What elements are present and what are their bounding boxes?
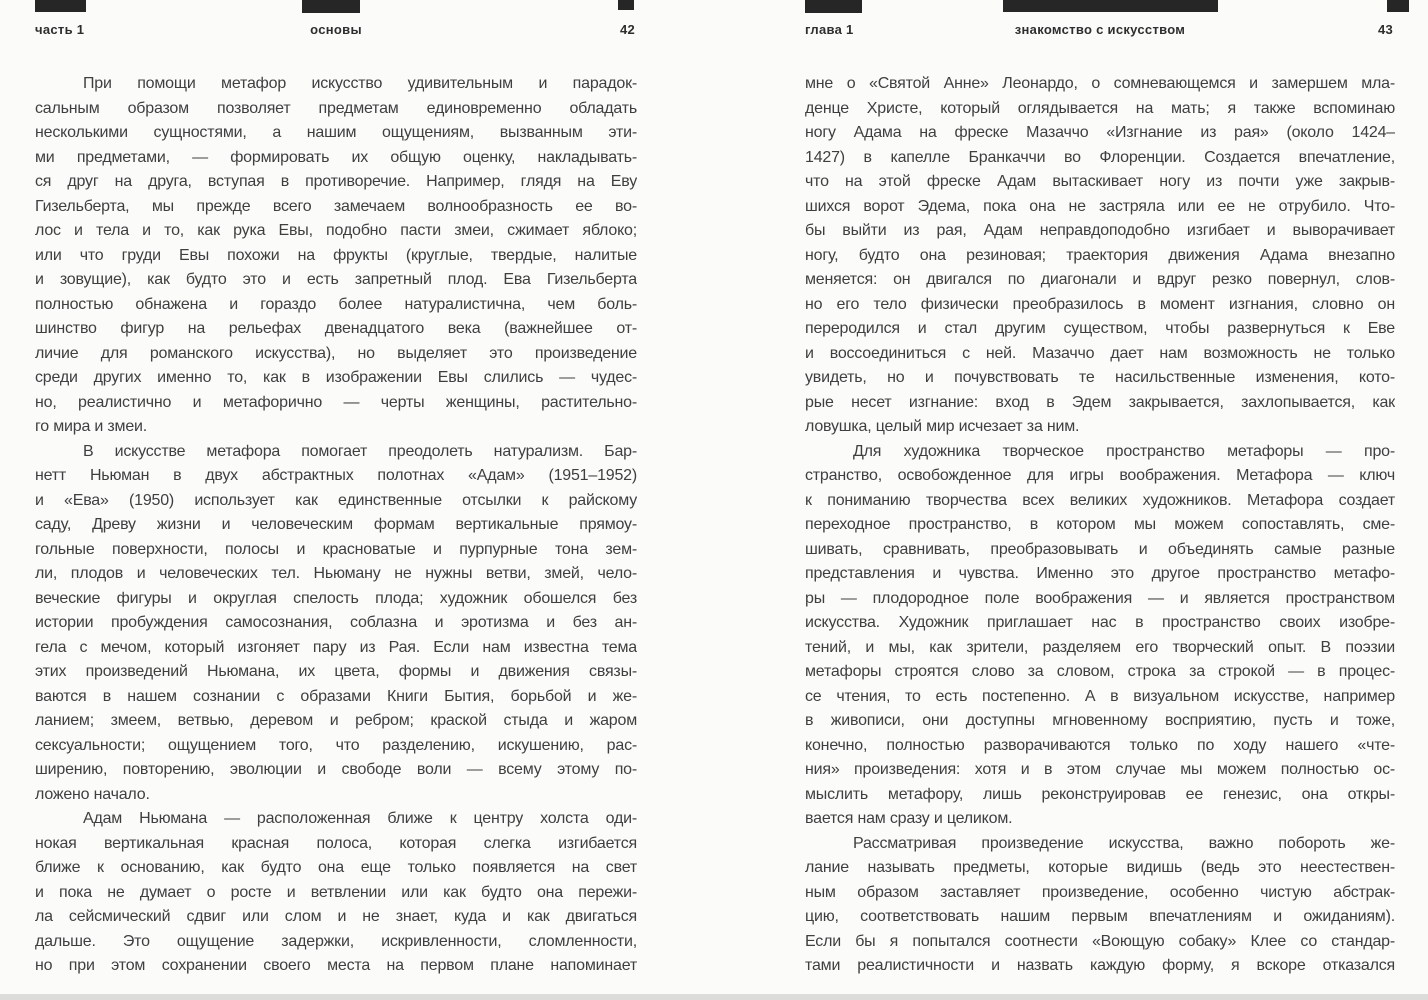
text-line: тений, и мы, как зрители, разделяем его творческий опыт. В поэзии — [805, 638, 1395, 656]
text-line: полностью обнажена и гораздо более натуралистична, чем боль- — [35, 295, 637, 313]
text-line: лос и тела и то, как рука Евы, подобно пасти змеи, сжимает яблоко; — [35, 222, 637, 239]
text-line: Гизельберта, мы прежде всего замечаем волнообразность ее во- — [35, 197, 637, 215]
text-line: ным образом заставляет произведение, особенно чистую абстрак- — [805, 883, 1395, 901]
text-line: ли, плодов и человеческих тел. Ньюману не нужны ветви, змей, чело- — [35, 565, 637, 582]
bleed-mark — [805, 0, 862, 13]
text-line: ся друг на друга, вступая в противоречие. Например, глядя на Еву — [35, 173, 637, 190]
section-label: часть 1 — [35, 22, 85, 37]
text-line: но его тело физически преобразилось в момент изгнания, словно он — [805, 295, 1395, 313]
right-page — [805, 0, 1395, 1000]
right-running-head — [805, 22, 1395, 38]
text-line: переходное пространство, в котором мы можем сопоставлять, сме- — [805, 516, 1395, 533]
left-page — [35, 0, 637, 1000]
text-line: но при этом сохранении своего места на первом плане напоминает — [35, 957, 637, 974]
page-number: 43 — [1377, 22, 1393, 37]
bleed-mark — [35, 0, 86, 12]
text-line: ногу Адама на фреске Мазаччо «Изгнание из рая» (около 1424– — [805, 124, 1395, 141]
text-line: нетт Ньюман в двух абстрактных полотнах «Адам» (1951–1952) — [35, 467, 637, 484]
text-line: ла сейсмический сдвиг или слом и не знает, куда и как двигаться — [35, 908, 637, 925]
section-label: глава 1 — [805, 22, 854, 37]
text-line: шихся ворот Эдема, пока она не застряла или ее не отрубило. Что- — [805, 197, 1395, 215]
text-line: увидеть, но и почувствовать те насильственные изменения, кото- — [805, 369, 1395, 386]
text-line: ры — плодородное поле воображения — и является пространством — [805, 589, 1395, 607]
text-line: сальным образом позволяет предметам единовременно обладать — [35, 99, 637, 117]
text-line: ногу, будто она резиновая; траектория движения Адама внезапно — [805, 246, 1395, 264]
paragraph — [805, 440, 1395, 832]
bleed-mark — [618, 0, 634, 10]
text-line: ловушка, целый мир исчезает за ним. — [805, 418, 1080, 435]
text-line: гольные поверхности, полосы и красноватые и пурпурные тона зем- — [35, 540, 637, 558]
text-line: истории пробуждения самосознания, соблазна и эротизма и без ан- — [35, 614, 637, 631]
text-line: цию, соответствовать нашим первым впечатлениям и ожиданиям). — [805, 908, 1395, 925]
text-line: ширению, повторению, эволюции и свободе воли — всему этому по- — [35, 761, 637, 778]
text-line: саду, Древу жизни и человеческим формам вертикальные прямоу- — [35, 516, 637, 533]
text-line: несколькими сущностями, а нашим ощущениям, вызванным эти- — [35, 124, 637, 141]
text-line: в живописи, они доступны мгновенному восприятию, пусть и тоже, — [805, 712, 1395, 729]
text-line: вается нам сразу и целиком. — [805, 810, 1013, 827]
text-line: ми предметами, — формировать их общую оценку, накладывать- — [35, 148, 637, 166]
text-line: метафоры строятся слово за словом, строка за строкой — в процес- — [805, 663, 1395, 680]
paragraph — [35, 440, 637, 808]
text-line: шивать, сравнивать, преобразовывать и объединять самые разные — [805, 540, 1395, 558]
text-line: ланием; змеем, ветвью, деревом и ребром; краской стыда и жаром — [35, 712, 637, 729]
text-line: этих произведений Ньюмана, их цвета, формы и движения связы- — [35, 663, 637, 680]
text-line: В искусстве метафора помогает преодолеть натурализм. Бар- — [83, 442, 637, 460]
text-line: Если бы я попытался соотнести «Воющую собаку» Клее со стандар- — [805, 932, 1395, 950]
text-line: мне о «Святой Анне» Леонардо, о сомневающемся и замершем мла- — [805, 75, 1395, 92]
text-line: 1427) в капелле Бранкаччи во Флоренции. Создается впечатление, — [805, 148, 1395, 166]
paragraph — [35, 72, 637, 440]
text-line: конечно, полностью разворачиваются только по ходу нашего «чте- — [805, 736, 1395, 754]
text-line: к пониманию творчества всех великих художников. Метафора создает — [805, 491, 1395, 509]
text-line: представления и чувства. Именно это другое пространство метафо- — [805, 565, 1395, 582]
text-line: сексуальности; ощущением того, что разделению, искушению, рас- — [35, 736, 637, 754]
text-line: но, реалистично и метафорично — черты женщины, растительно- — [35, 393, 637, 411]
text-line: искусства. Художник приглашает нас в пространство своих изобре- — [805, 614, 1395, 631]
text-line: что на этой фреске Адам вытаскивает ногу из почти уже закрыв- — [805, 173, 1395, 190]
text-line: переродился и стал другим существом, чтобы развернуться к Еве — [805, 320, 1395, 337]
running-title: основы — [310, 22, 362, 37]
text-line: рые несет изгнание: вход в Эдем закрывается, захлопывается, как — [805, 393, 1395, 411]
text-line: го мира и змеи. — [35, 418, 148, 435]
text-line: и воссоединиться с ней. Мазаччо дает нам возможность не только — [805, 344, 1395, 362]
right-page-text — [805, 72, 1395, 979]
bleed-mark — [1387, 0, 1409, 12]
text-line: При помощи метафор искусство удивительным и парадок- — [83, 75, 637, 92]
text-line: и «Ева» (1950) использует как единственные отсылки к райскому — [35, 491, 637, 509]
text-line: Рассматривая произведение искусства, важно побороть же- — [853, 834, 1395, 852]
text-line: ния» произведения: хотя и в этом случае мы можем полностью ос- — [805, 761, 1395, 778]
text-line: или что груди Евы похожи на фрукты (круглые, твердые, налитые — [35, 246, 637, 264]
text-line: меняется: он двигался по диагонали и вдруг резко повернул, слов- — [805, 271, 1395, 288]
text-line: и пока не думает о росте и ветвлении или как будто она пережи- — [35, 883, 637, 901]
text-line: странство, освобожденное для игры воображения. Метафора — ключ — [805, 467, 1395, 484]
text-line: ближе к основанию, как будто она еще только появляется на свет — [35, 859, 637, 876]
bleed-mark — [1003, 0, 1218, 12]
left-page-text — [35, 72, 637, 979]
text-line: мыслить метафору, лишь реконструировав ее генезис, она откры- — [805, 785, 1395, 803]
text-line: тами реалистичности и назвать каждую форму, я вскоре отказался — [805, 957, 1395, 974]
text-line: личие для романского искусства), но выделяет это произведение — [35, 344, 637, 362]
text-line: се чтения, то есть постепенно. А в визуальном искусстве, например — [805, 687, 1395, 705]
text-line: дальше. Это ощущение задержки, искривленности, сломленности, — [35, 932, 637, 950]
text-line: Адам Ньюмана — расположенная ближе к центру холста оди- — [83, 810, 637, 827]
bleed-mark — [302, 0, 360, 13]
paragraph — [35, 807, 637, 979]
text-line: лание называть предметы, которые видишь (ведь это неестествен- — [805, 859, 1395, 876]
left-running-head — [35, 22, 637, 38]
text-line: шинство фигур на рельефах двенадцатого века (важнейшее от- — [35, 320, 637, 337]
page-number: 42 — [619, 22, 635, 37]
text-line: нокая вертикальная красная полоса, которая слегка изгибается — [35, 834, 637, 852]
text-line: и зовущие), как будто это и есть запретный плод. Ева Гизельберта — [35, 271, 637, 288]
paragraph — [805, 832, 1395, 979]
paragraph — [805, 72, 1395, 440]
text-line: денце Христе, который оглядывается на мать; я также вспоминаю — [805, 99, 1395, 117]
text-line: ваются в нашем сознании с образами Книги Бытия, борьбой и же- — [35, 687, 637, 705]
text-line: веческие фигуры и округлая спелость плода; художник обошелся без — [35, 589, 637, 607]
text-line: Для художника творческое пространство метафоры — про- — [853, 442, 1395, 460]
text-line: бы выйти из рая, Адам неправдоподобно изгибает и выворачивает — [805, 222, 1395, 239]
text-line: среди других именно то, как в изображении Евы слились — чудес- — [35, 369, 637, 386]
text-line: ложено начало. — [35, 785, 150, 803]
text-line: гела с мечом, который изгоняет пару из Рая. Если нам известна тема — [35, 638, 637, 656]
page-bottom-edge — [0, 994, 1428, 1000]
running-title: знакомство с искусством — [1014, 22, 1186, 37]
